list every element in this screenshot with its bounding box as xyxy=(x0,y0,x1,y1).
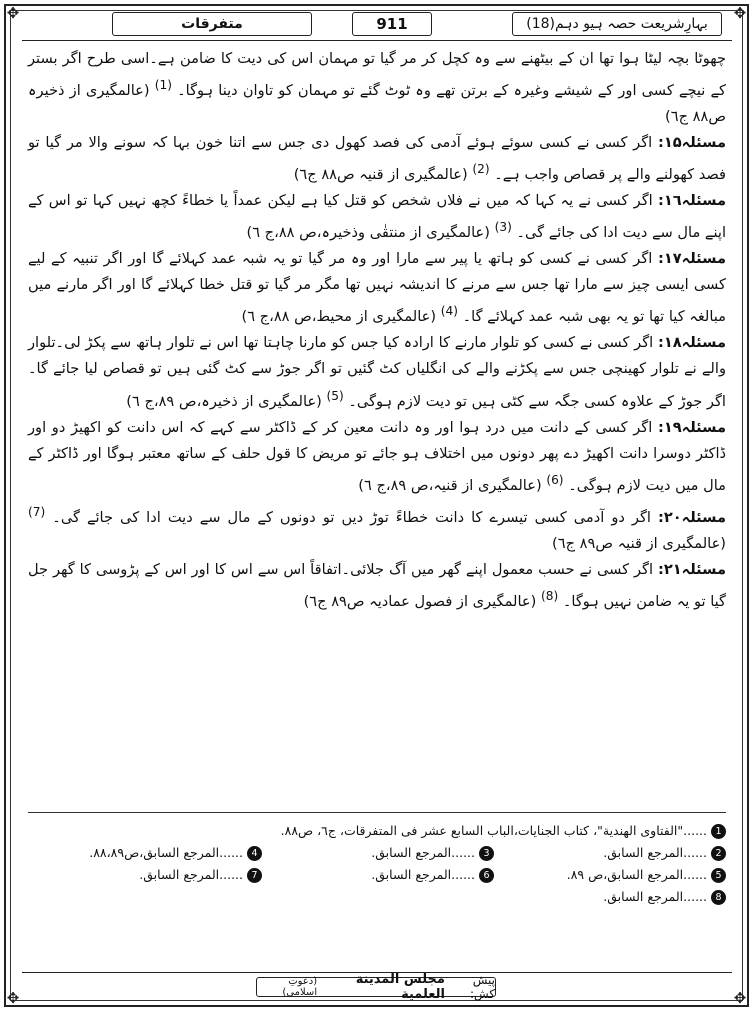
footnotes xyxy=(28,820,726,908)
footnote-text: ......المرجع السابق. xyxy=(371,845,475,860)
masala-text: اگر کسی کے دانت میں درد ہوا اور وہ دانت معین کر کے ڈاکٹر سے کہے کہ اس دانت کو اکھیڑ دو اور ڈاکٹر دوسرا دانت اکھیڑ دے پھر دونوں میں اختلاف ہو جائے تو مریض کا قول حلف کے ساتھ معتبر ہوگا اور ڈاکٹر کے مال میں دیت لازم ہوگی۔ xyxy=(28,418,726,494)
masala-paragraph xyxy=(28,415,726,499)
reference: (عالمگیری از فصول عمادیہ ص۸۹ ج٦) xyxy=(303,592,537,610)
footnote-2 xyxy=(494,842,726,864)
footnote-row xyxy=(28,864,726,886)
header-divider xyxy=(22,40,732,41)
footnote-row xyxy=(28,886,726,908)
intro-text: چھوٹا بچہ لیٹا ہوا تھا ان کے بیٹھنے سے وہ کچل کر مر گیا تو مہمان اس کی دیت کا ضامن ہے۔اسی طرح اگر بستر کے نیچے کسی اور کے شیشے وغیرہ کے برتن تھے وہ ٹوٹ گئے تو مہمان کو تاوان دینا ہوگا۔ xyxy=(28,50,726,99)
masala-label: مسئلہ۲۱: xyxy=(657,560,727,578)
masala-text: اگر کسی نے کسی کو تلوار مارنے کا ارادہ کیا جس کو مارنا چاہتا تھا اس نے تلوار ہاتھ سے پکڑ لی۔تلوار والے نے تلوار کھینچی جس سے پکڑنے والے کی انگلیاں کٹ گئیں تو اگر جوڑ سے کٹ گئی ہیں تو قصاص لیا جائے گا۔اگر جوڑ کے علاوہ کسی جگہ سے کٹی ہیں تو دیت لازم ہوگی۔ xyxy=(28,334,726,410)
footnote-row xyxy=(28,842,726,864)
reference: (عالمگیری از ذخیرہ ص۸۸ ج٦) xyxy=(28,81,726,126)
footnote-7 xyxy=(30,864,262,886)
footnote-number-icon: 5 xyxy=(711,868,726,883)
footnote-number-icon: 2 xyxy=(711,846,726,861)
footnote-marker: (3) xyxy=(494,220,512,235)
corner-ornament-icon: ✥ xyxy=(733,989,747,1007)
reference: (عالمگیری از منتقٰی وذخیرہ،ص ۸۸،ج ٦) xyxy=(246,224,490,242)
footnote-5 xyxy=(494,864,726,886)
footnote-marker: (5) xyxy=(326,388,344,403)
masala-paragraph xyxy=(28,246,726,330)
footnote-number-icon: 3 xyxy=(479,846,494,861)
masala-paragraph xyxy=(28,499,726,557)
footnote-text: ......المرجع السابق. xyxy=(139,867,243,882)
masala-paragraph xyxy=(28,557,726,615)
footnote-marker: (4) xyxy=(440,304,458,319)
reference: (عالمگیری از ذخیرہ،ص ۸۹،ج ٦) xyxy=(126,392,322,410)
footnote-marker: (8) xyxy=(540,588,559,603)
masala-paragraph xyxy=(28,330,726,414)
publisher-box xyxy=(256,972,496,1002)
footnote-marker: (2) xyxy=(472,162,490,177)
masala-text: اگر کسی نے کسی کو ہاتھ یا پیر سے مارا اور وہ مر گیا تو یہ شبہ عمد کہلائے گا اور اگر تنبیہ کے لیے کسی ایسی چیز سے مارا تھا جس سے مرنے کا اندیشہ نہیں تھا مگر مر گیا تو قتل خطا کہلائے گا اور اگر مارنے میں مبالغہ کیا تھا تو یہ بھی شبہ عمد کہلائے گا۔ xyxy=(28,250,726,326)
publisher-subtitle: (دعوتِ اسلامی) xyxy=(282,976,318,998)
book-title: بہارِشریعت حصہ ہیو دہم(18) xyxy=(512,12,722,36)
footnote-1 xyxy=(281,820,726,842)
masala-text: اگر کسی نے حسب معمول اپنے گھر میں آگ جلائی۔اتفاقاً اس سے اس کا اور اس کے پڑوسی کا گھر جل گیا تو یہ ضامن نہیں ہوگا۔ xyxy=(28,560,726,610)
footnote-text: ......المرجع السابق. xyxy=(603,889,707,904)
masala-text: اگر کسی نے یہ کہا کہ میں نے فلاں شخص کو قتل کیا ہے لیکن عمداً یا خطاءً کچھ نہیں کہا تو اس کے اپنے مال سے دیت ادا کی جائے گی۔ xyxy=(28,192,726,242)
footnote-4 xyxy=(30,842,262,864)
footnote-row xyxy=(28,820,726,842)
footnote-8 xyxy=(603,886,726,908)
footnote-text: ......المرجع السابق،ص۸۸،۸۹. xyxy=(89,845,243,860)
masala-text: اگر کسی نے کسی سوئے ہوئے آدمی کی فصد کھول دی جس سے اتنا خون بہا کہ سونے والا مر گیا تو فصد کھولنے والے پر قصاص واجب ہے۔ xyxy=(28,134,726,184)
masala-text: اگر دو آدمی کسی تیسرے کا دانت خطاءً توڑ دیں تو دونوں کے مال سے دیت ادا کی جائے گی۔ xyxy=(52,508,651,526)
page-header xyxy=(22,12,732,38)
publisher-prefix: پیش کش: xyxy=(469,973,495,1001)
footnote-text: ......المرجع السابق،ص ۸۹. xyxy=(566,867,707,882)
masala-label: مسئلہ۱٦: xyxy=(657,192,727,210)
corner-ornament-icon: ✥ xyxy=(733,4,747,22)
footnote-number-icon: 1 xyxy=(711,824,726,839)
masala-label: مسئلہ۱۹: xyxy=(657,418,726,436)
footnote-text: ......المرجع السابق. xyxy=(371,867,475,882)
reference: (عالمگیری از قنیہ ص۸۸ ج٦) xyxy=(293,166,468,184)
footnote-marker: (1) xyxy=(154,78,172,93)
footnote-number-icon: 6 xyxy=(479,868,494,883)
footnote-number-icon: 8 xyxy=(711,890,726,905)
footnote-text: ......المرجع السابق. xyxy=(603,845,707,860)
masala-label: مسئلہ۱۵: xyxy=(657,134,727,152)
intro-paragraph xyxy=(28,46,726,130)
footnote-marker: (6) xyxy=(546,472,564,487)
footnote-3 xyxy=(262,842,494,864)
publisher-name: مجلس المدینة العلمیة xyxy=(355,972,445,1002)
masala-paragraph xyxy=(28,188,726,246)
section-title: متفرقات xyxy=(112,12,312,36)
masala-label: مسئلہ۲۰: xyxy=(657,508,727,526)
page-number: 911 xyxy=(352,12,432,36)
footnote-number-icon: 4 xyxy=(247,846,262,861)
reference: (عالمگیری از قنیہ،ص ۸۹،ج ٦) xyxy=(358,476,542,494)
footnote-marker: (7) xyxy=(28,504,46,519)
masala-label: مسئلہ۱۸: xyxy=(657,334,727,352)
footnote-divider xyxy=(28,812,726,813)
masala-paragraph xyxy=(28,130,726,188)
masala-label: مسئلہ۱۷: xyxy=(657,250,727,268)
corner-ornament-icon: ✥ xyxy=(6,4,20,22)
corner-ornament-icon: ✥ xyxy=(6,989,20,1007)
reference: (عالمگیری از محیط،ص ۸۸،ج ٦) xyxy=(241,308,437,326)
main-text xyxy=(28,46,726,615)
footnote-text: ......"الفتاوی الهندية"، کتاب الجنايات،الباب السابع عشر فی المتفرقات، ج٦، ص۸۸. xyxy=(280,823,707,838)
footnote-6 xyxy=(262,864,494,886)
footnote-number-icon: 7 xyxy=(247,868,262,883)
reference: (عالمگیری از قنیہ ص۸۹ ج٦) xyxy=(552,534,726,552)
